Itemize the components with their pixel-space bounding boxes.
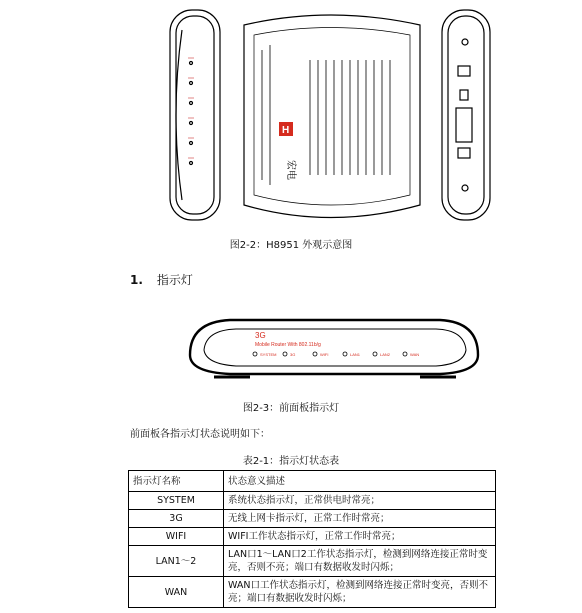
table-row: [129, 546, 496, 577]
figure-2-3-caption: 图2-3：前面板指示灯: [242, 403, 340, 414]
front-panel-figure: [0, 310, 582, 390]
device-left-side-view: [170, 10, 220, 220]
led-system-icon: [253, 352, 257, 356]
panel-subtitle: Mobile Router With 802.11b/g: [255, 342, 321, 348]
led-label: LAN1: [350, 352, 361, 357]
figure-2-2-caption: 图2-2：H8951 外观示意图: [229, 240, 353, 251]
row-name: LAN1～2: [129, 546, 224, 577]
brand-name: 宏电: [285, 160, 296, 180]
led-lan2-icon: [373, 352, 377, 356]
table-row: [129, 492, 496, 510]
panel-model-label: 3G: [255, 331, 266, 340]
led-wifi-icon: [313, 352, 317, 356]
row-desc: 系统状态指示灯，正常供电时常亮；: [224, 492, 496, 510]
panel-inner-face: [204, 329, 466, 366]
table-row: [129, 577, 496, 608]
row-desc: WAN口工作状态指示灯，检测到网络连接正常时变亮，否则不亮；端口有数据收发时闪烁；: [224, 577, 496, 608]
row-name: WAN: [129, 577, 224, 608]
row-desc: LAN口1～LAN口2工作状态指示灯，检测到网络连接正常时变亮，否则不亮；端口有数据收发时闪烁；: [224, 546, 496, 577]
section-heading: [130, 271, 193, 288]
device-top-view: [244, 15, 420, 218]
section-title: 指示灯: [156, 273, 193, 287]
led-label: WAN: [410, 352, 420, 357]
led-label: WIFI: [320, 352, 329, 357]
device-right-side-view: [442, 10, 490, 220]
header-desc: 状态意义描述: [224, 471, 496, 492]
row-name: WIFI: [129, 528, 224, 546]
table-header-row: [129, 471, 496, 492]
led-3g-icon: [283, 352, 287, 356]
led-lan1-icon: [343, 352, 347, 356]
row-desc: WIFI工作状态指示灯，正常工作时常亮；: [224, 528, 496, 546]
intro-text: 前面板各指示灯状态说明如下：: [130, 429, 270, 440]
row-name: 3G: [129, 510, 224, 528]
brand-logo: [279, 122, 293, 136]
device-appearance-figure: [0, 0, 582, 230]
row-desc: 无线上网卡指示灯，正常工作时常亮；: [224, 510, 496, 528]
led-label: LAN2: [380, 352, 391, 357]
section-number: 1.: [130, 273, 143, 287]
indicator-status-table: [128, 470, 496, 608]
led-label: SYSTEM: [260, 352, 277, 357]
table-caption: 表2-1：指示灯状态表: [242, 456, 340, 467]
table-row: [129, 510, 496, 528]
led-wan-icon: [403, 352, 407, 356]
header-name: 指示灯名称: [129, 471, 224, 492]
table-row: [129, 528, 496, 546]
svg-text:H: H: [282, 125, 290, 136]
led-label: 3G: [290, 352, 296, 357]
row-name: SYSTEM: [129, 492, 224, 510]
